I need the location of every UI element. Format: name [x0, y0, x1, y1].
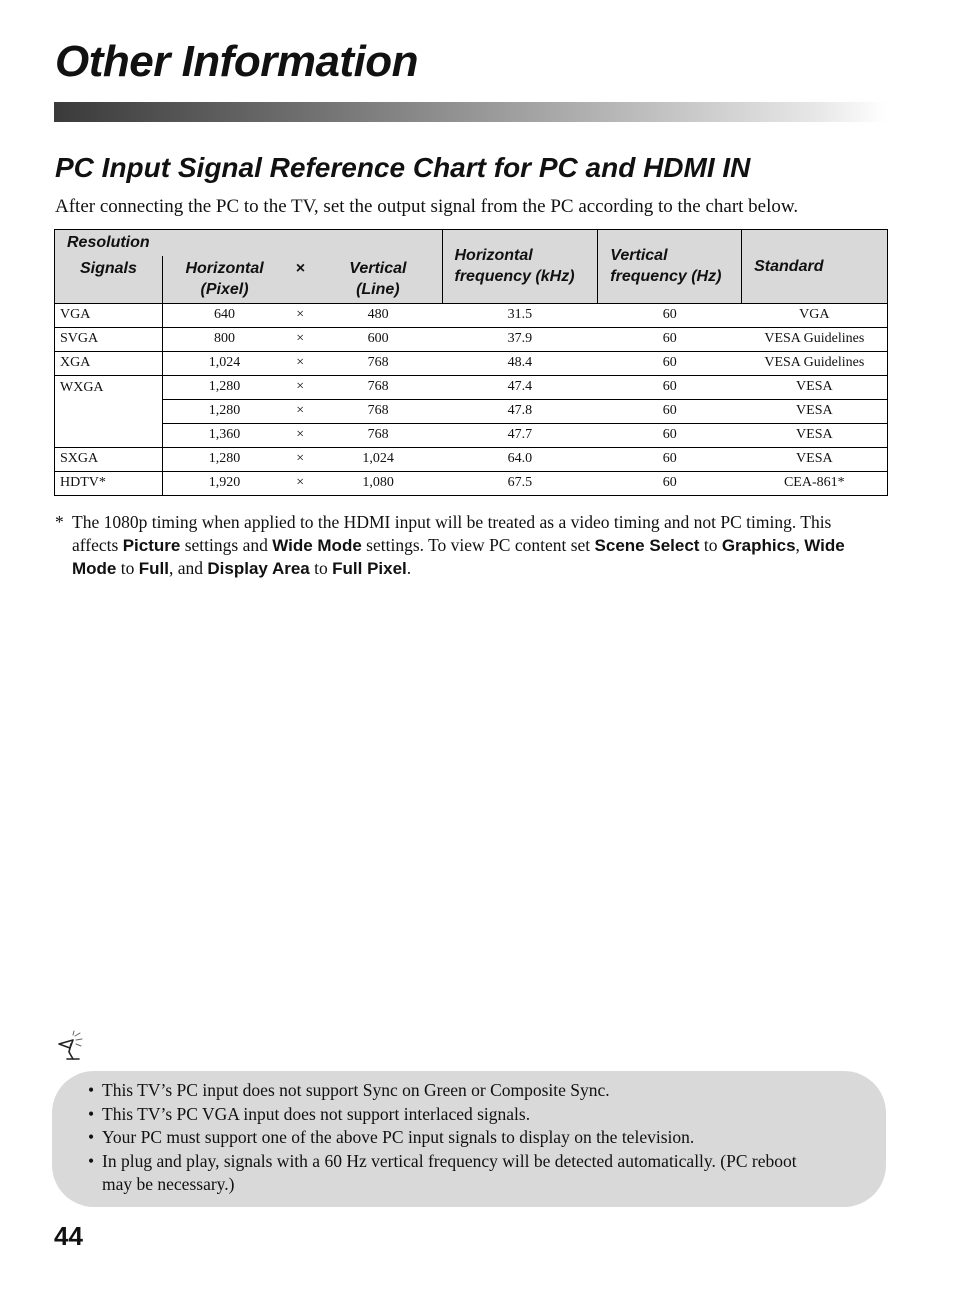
footnote-text: , and — [168, 558, 208, 578]
intro-text: After connecting the PC to the TV, set the output signal from the PC according to the chart below. — [55, 196, 799, 217]
header-times-symbol: × — [286, 256, 314, 304]
footnote-bold-term: Graphics — [721, 536, 796, 555]
times-cell: × — [286, 351, 314, 375]
vertical-line-cell: 768 — [314, 423, 442, 447]
footnote-text: The 1080p timing when applied to the HDMI input will be treated as a video timing and not PC timing. This affects — [72, 512, 832, 555]
signal-cell: VGA — [55, 303, 163, 327]
vertical-line-cell: 480 — [314, 303, 442, 327]
horizontal-pixel-cell: 800 — [162, 327, 286, 351]
footnote-bold-term: Scene Select — [594, 536, 700, 555]
horizontal-pixel-cell: 1,280 — [162, 399, 286, 423]
vertical-frequency-cell: 60 — [598, 351, 742, 375]
signal-cell: WXGA — [55, 375, 163, 399]
times-cell: × — [286, 303, 314, 327]
signal-cell: HDTV* — [55, 471, 163, 495]
footnote-body — [72, 511, 875, 580]
horizontal-pixel-cell: 1,024 — [162, 351, 286, 375]
footnote-text: to — [309, 558, 333, 578]
note-item: • Your PC must support one of the above PC input signals to display on the television. — [88, 1126, 828, 1150]
vertical-line-cell: 768 — [314, 351, 442, 375]
signal-cell — [55, 399, 163, 423]
times-cell: × — [286, 471, 314, 495]
footnote-marker: * — [55, 512, 64, 532]
vertical-frequency-cell: 60 — [598, 399, 742, 423]
header-horizontal-frequency: Horizontal frequency (kHz) — [442, 230, 598, 304]
table-row — [55, 423, 888, 447]
times-cell: × — [286, 447, 314, 471]
header-horizontal-pixel: Horizontal (Pixel) — [162, 256, 286, 304]
footnote-bold-term: Wide Mode — [272, 536, 362, 555]
horizontal-frequency-cell: 67.5 — [442, 471, 598, 495]
vertical-frequency-cell: 60 — [598, 303, 742, 327]
signal-cell — [55, 423, 163, 447]
standard-cell: VESA Guidelines — [742, 351, 888, 375]
vertical-line-cell: 1,024 — [314, 447, 442, 471]
table-row — [55, 303, 888, 327]
page-number: 44 — [54, 1221, 83, 1251]
horizontal-pixel-cell: 1,360 — [162, 423, 286, 447]
footnote-text: to — [699, 535, 722, 555]
times-cell: × — [286, 399, 314, 423]
signal-cell: SXGA — [55, 447, 163, 471]
header-resolution: Resolution — [55, 230, 443, 256]
footnote-bold-term: Full — [138, 559, 169, 578]
table-row — [55, 471, 888, 495]
note-item: • This TV’s PC input does not support Sync on Green or Composite Sync. — [88, 1079, 828, 1103]
signal-reference-table — [54, 229, 888, 496]
vertical-frequency-cell: 60 — [598, 375, 742, 399]
note-item: • In plug and play, signals with a 60 Hz vertical frequency will be detected automatically. (PC reboot may be necessary.) — [88, 1150, 828, 1197]
footnote-text: to — [116, 558, 139, 578]
table-row — [55, 375, 888, 399]
footnote-bold-term: Display Area — [207, 559, 310, 578]
vertical-frequency-cell: 60 — [598, 423, 742, 447]
vertical-line-cell: 1,080 — [314, 471, 442, 495]
horizontal-pixel-cell: 1,920 — [162, 471, 286, 495]
header-signals: Signals — [55, 256, 163, 304]
horizontal-pixel-cell: 640 — [162, 303, 286, 327]
horizontal-frequency-cell: 47.7 — [442, 423, 598, 447]
title-gradient-bar — [54, 102, 886, 122]
standard-cell: VESA Guidelines — [742, 327, 888, 351]
note-item: • This TV’s PC VGA input does not support interlaced signals. — [88, 1103, 828, 1127]
notes-list — [88, 1079, 828, 1197]
header-vertical-line: Vertical (Line) — [314, 256, 442, 304]
vertical-line-cell: 768 — [314, 375, 442, 399]
standard-cell: VESA — [742, 423, 888, 447]
standard-cell: CEA-861* — [742, 471, 888, 495]
footnote-text: settings. To view PC content set — [361, 535, 595, 555]
footnote-text: . — [406, 558, 412, 578]
signal-cell: XGA — [55, 351, 163, 375]
header-standard: Standard — [742, 230, 888, 304]
times-cell: × — [286, 327, 314, 351]
standard-cell: VGA — [742, 303, 888, 327]
footnote-bold-term: Full Pixel — [332, 559, 407, 578]
horizontal-frequency-cell: 47.4 — [442, 375, 598, 399]
horizontal-frequency-cell: 37.9 — [442, 327, 598, 351]
table-row — [55, 351, 888, 375]
horizontal-pixel-cell: 1,280 — [162, 447, 286, 471]
table-row — [55, 399, 888, 423]
footnote-text: settings and — [180, 535, 273, 555]
table-row — [55, 327, 888, 351]
horizontal-pixel-cell: 1,280 — [162, 375, 286, 399]
standard-cell: VESA — [742, 399, 888, 423]
vertical-frequency-cell: 60 — [598, 447, 742, 471]
table-row — [55, 447, 888, 471]
horizontal-frequency-cell: 47.8 — [442, 399, 598, 423]
horizontal-frequency-cell: 48.4 — [442, 351, 598, 375]
signal-cell: SVGA — [55, 327, 163, 351]
footnote-bold-term: Picture — [122, 536, 181, 555]
header-vertical-frequency: Vertical frequency (Hz) — [598, 230, 742, 304]
horizontal-frequency-cell: 31.5 — [442, 303, 598, 327]
vertical-frequency-cell: 60 — [598, 471, 742, 495]
vertical-line-cell: 768 — [314, 399, 442, 423]
section-heading: PC Input Signal Reference Chart for PC and HDMI IN — [55, 152, 751, 183]
footnote-bold-term: Wide Mode — [72, 536, 845, 578]
page-title: Other Information — [55, 37, 419, 86]
desk-lamp-icon — [57, 1030, 95, 1062]
times-cell: × — [286, 423, 314, 447]
times-cell: × — [286, 375, 314, 399]
footnote-text: , — [795, 535, 805, 555]
horizontal-frequency-cell: 64.0 — [442, 447, 598, 471]
table-footnote — [55, 511, 875, 580]
vertical-line-cell: 600 — [314, 327, 442, 351]
vertical-frequency-cell: 60 — [598, 327, 742, 351]
standard-cell: VESA — [742, 375, 888, 399]
standard-cell: VESA — [742, 447, 888, 471]
